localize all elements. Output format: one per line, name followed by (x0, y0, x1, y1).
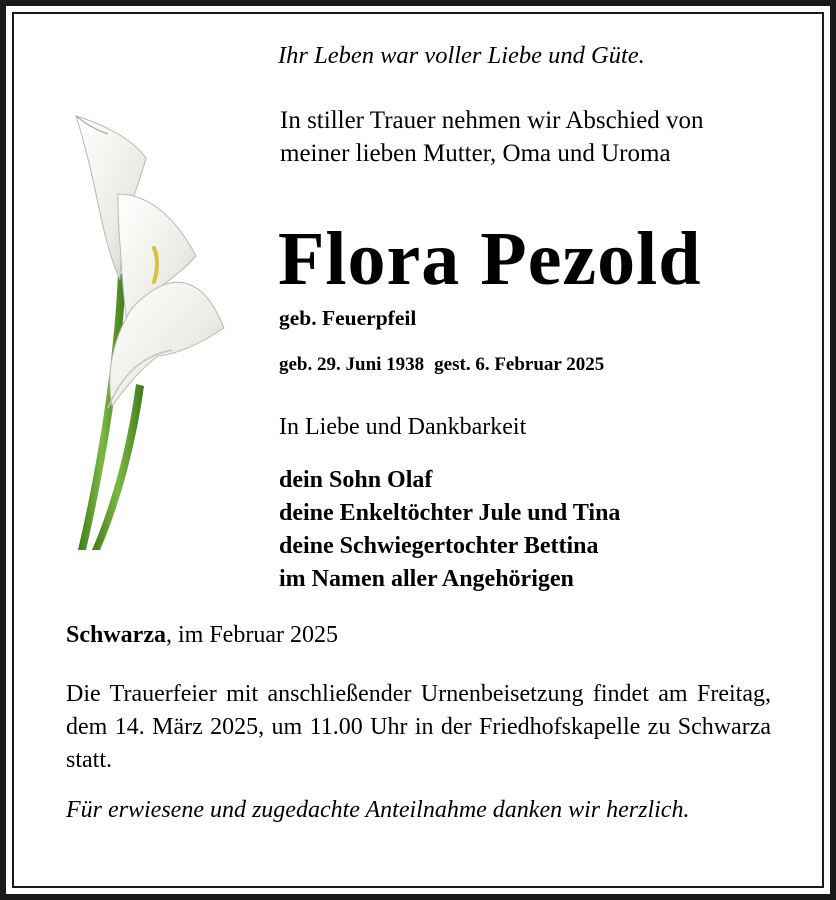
place-date-text: , im Februar 2025 (165, 622, 338, 648)
calla-lily-image (62, 104, 238, 556)
place-name: Schwarza (66, 622, 166, 648)
intro-line: In stiller Trauer nehmen wir Abschied von (280, 107, 704, 134)
intro-line: meiner lieben Mutter, Oma und Uroma (280, 140, 671, 167)
mourners-list (279, 464, 620, 596)
life-dates (279, 354, 604, 376)
deceased-name: Flora Pezold (278, 217, 702, 301)
mourner: im Namen aller Angehörigen (279, 566, 574, 592)
mourner: deine Enkeltöchter Jule und Tina (279, 500, 621, 526)
place-date (66, 622, 338, 649)
funeral-notice: Die Trauerfeier mit anschließender Urnenbeisetzung findet am Freitag, dem 14. März 2025, um 11.00 Uhr in der Friedhofskapelle zu Schwarza statt. (66, 681, 771, 773)
birth-name: geb. Feuerpfeil (279, 306, 417, 330)
motto: Ihr Leben war voller Liebe und Güte. (278, 42, 645, 69)
birth-date: geb. 29. Juni 1938 (279, 354, 425, 375)
mourner: deine Schwiegertochter Bettina (279, 533, 599, 559)
thanks-text: Für erwiesene und zugedachte Anteilnahme danken wir herzlich. (66, 797, 690, 823)
intro-text (280, 104, 704, 170)
mourner: dein Sohn Olaf (279, 467, 433, 493)
love-line: In Liebe und Dankbarkeit (279, 414, 527, 440)
death-date: gest. 6. Februar 2025 (434, 354, 605, 375)
